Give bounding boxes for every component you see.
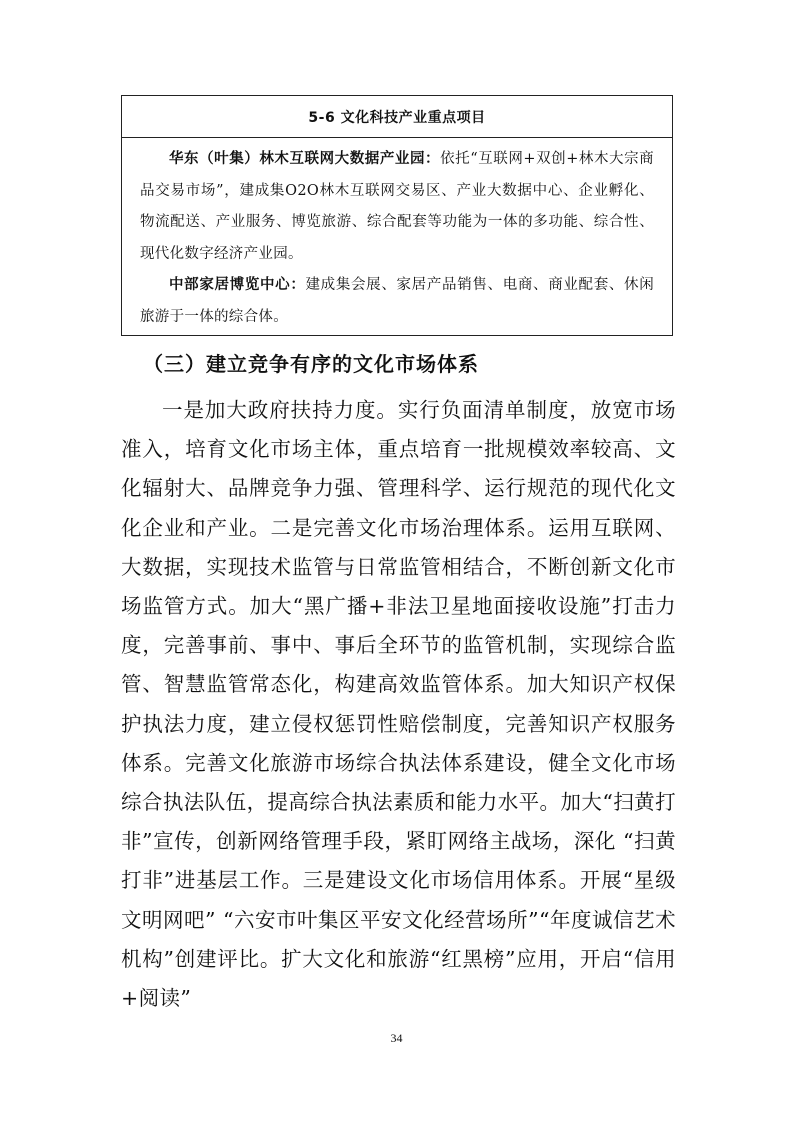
project-description: 建成集会展、家居产品销售、电商、商业配套、休闲旅游于一体的综合体。: [140, 277, 654, 325]
table-body: [122, 138, 672, 333]
project-description: 依托“互联网+双创+林木大宗商品交易市场”，建成集O2O林木互联网交易区、产业大数据中心、企业孵化、物流配送、产业服务、博览旅游、综合配套等功能为一体的多功能、综合性、现代化数字经济产业园。: [140, 151, 654, 262]
project-table: [121, 95, 673, 336]
project-entry: [140, 270, 654, 333]
project-entry: [140, 144, 654, 270]
section-heading: （三）建立竞争有序的文化市场体系: [143, 352, 479, 376]
table-title: 5-6 文化科技产业重点项目: [122, 96, 672, 138]
project-name: 中部家居博览中心：: [169, 277, 306, 293]
body-paragraph: 一是加大政府扶持力度。实行负面清单制度，放宽市场准入，培育文化市场主体，重点培育一批规模效率较高、文化辐射大、品牌竞争力强、管理科学、运行规范的现代化文化企业和产业。二是完善文化市场治理体系。运用互联网、大数据，实现技术监管与日常监管相结合，不断创新文化市场监管方式。加大“黑广播+非法卫星地面接收设施”打击力度，完善事前、事中、事后全环节的监管机制，实现综合监管、智慧监管常态化，构建高效监管体系。加大知识产权保护执法力度，建立侵权惩罚性赔偿制度，完善知识产权服务体系。完善文化旅游市场综合执法体系建设，健全文化市场综合执法队伍，提高综合执法素质和能力水平。加大“扫黄打非”宣传，创新网络管理手段，紧盯网络主战场，深化 “扫黄打非”进基层工作。三是建设文化市场信用体系。开展“星级文明网吧” “六安市叶集区平安文化经营场所”“年度诚信艺术机构”创建评比。扩大文化和旅游“红黑榜”应用，开启“信用+阅读”: [121, 398, 676, 1011]
project-name: 华东（叶集）林木互联网大数据产业园：: [169, 151, 441, 167]
page-number: 34: [390, 1031, 403, 1045]
